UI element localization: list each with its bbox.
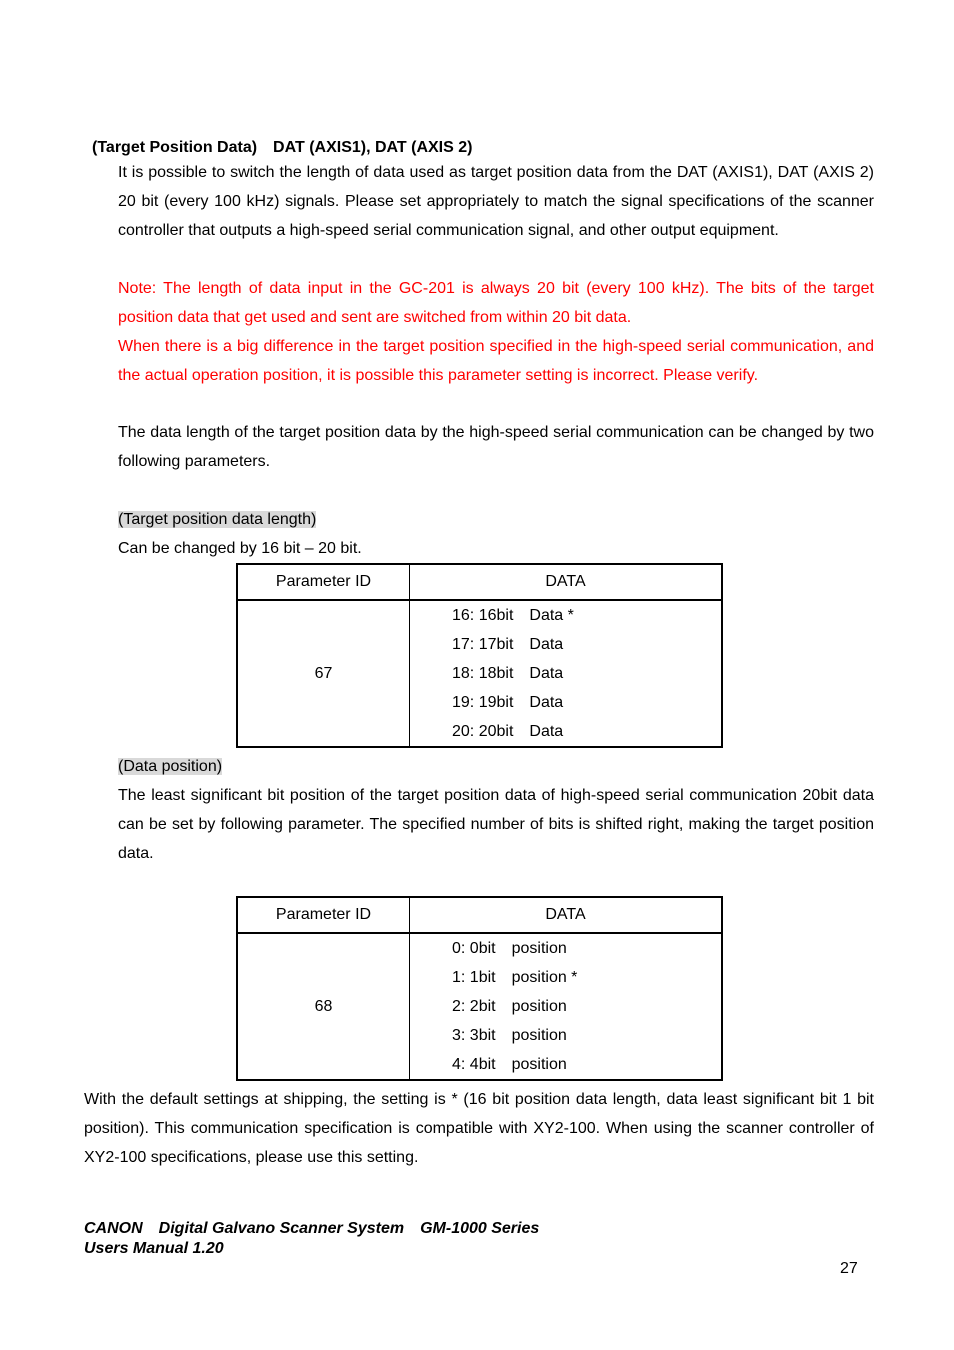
footer-title: CANON Digital Galvano Scanner System GM-1000 Series [84, 1220, 540, 1237]
section-heading: (Target Position Data) DAT (AXIS1), DAT (AXIS 2) [92, 139, 473, 156]
data-length-intro: The data length of the target position data by the high-speed serial communication can be changed by two following parameters. [118, 424, 874, 470]
page-number: 27 [840, 1260, 858, 1277]
intro-paragraph: It is possible to switch the length of data used as target position data from the DAT (AXIS1), DAT (AXIS 2) 20 bit (every 100 kHz) signals. Please set appropriately to match the signal specifications of the scanner controller that outputs a high-speed serial communication signal, and other output equipment. [118, 164, 874, 239]
section1-desc: Can be changed by 16 bit – 20 bit. [118, 540, 362, 557]
note-paragraph-2: When there is a big difference in the target position specified in the high-speed serial communication, and the actual operation position, it is possible this parameter setting is incorrect. Please verify. [118, 338, 874, 384]
section1-title-row [118, 505, 874, 534]
data-option: 18: 18bit Data [452, 665, 564, 682]
data-option: 0: 0bit position [452, 940, 567, 957]
section2-title: (Data position) [118, 758, 223, 775]
param-table-67 [236, 563, 723, 748]
footer-manual-version: Users Manual 1.20 [84, 1240, 224, 1257]
section1-title: (Target position data length) [118, 511, 317, 528]
col-header-data: DATA [410, 564, 723, 600]
note-paragraph-1: Note: The length of data input in the GC-201 is always 20 bit (every 100 kHz). The bits of the target position data that get used and sent are switched from within 20 bit data. [118, 280, 874, 326]
page-footer [84, 1219, 539, 1259]
table-row [237, 933, 722, 1080]
data-option: 19: 19bit Data [452, 694, 564, 711]
param-id-cell: 68 [237, 933, 410, 1080]
data-option: 2: 2bit position [452, 998, 567, 1015]
param-table-68 [236, 896, 723, 1081]
param-id-cell: 67 [237, 600, 410, 747]
col-header-data: DATA [410, 897, 723, 933]
section2-title-row [118, 752, 874, 781]
data-options-cell [410, 600, 723, 747]
data-option: 1: 1bit position * [452, 969, 578, 986]
col-header-param-id: Parameter ID [237, 897, 410, 933]
default-settings-note: With the default settings at shipping, the setting is * (16 bit position data length, data least significant bit 1 bit position). This communication specification is compatible with XY2-100. When using the scanner controller of XY2-100 specifications, please use this setting. [84, 1091, 874, 1166]
data-option: 17: 17bit Data [452, 636, 564, 653]
data-option: 3: 3bit position [452, 1027, 567, 1044]
col-header-param-id: Parameter ID [237, 564, 410, 600]
data-option: 20: 20bit Data [452, 723, 564, 740]
section2-desc: The least significant bit position of the target position data of high-speed serial communication 20bit data can be set by following parameter. The specified number of bits is shifted right, making the target position data. [118, 787, 874, 862]
data-options-cell [410, 933, 723, 1080]
data-option: 16: 16bit Data * [452, 607, 574, 624]
table-row [237, 600, 722, 747]
data-option: 4: 4bit position [452, 1056, 567, 1073]
